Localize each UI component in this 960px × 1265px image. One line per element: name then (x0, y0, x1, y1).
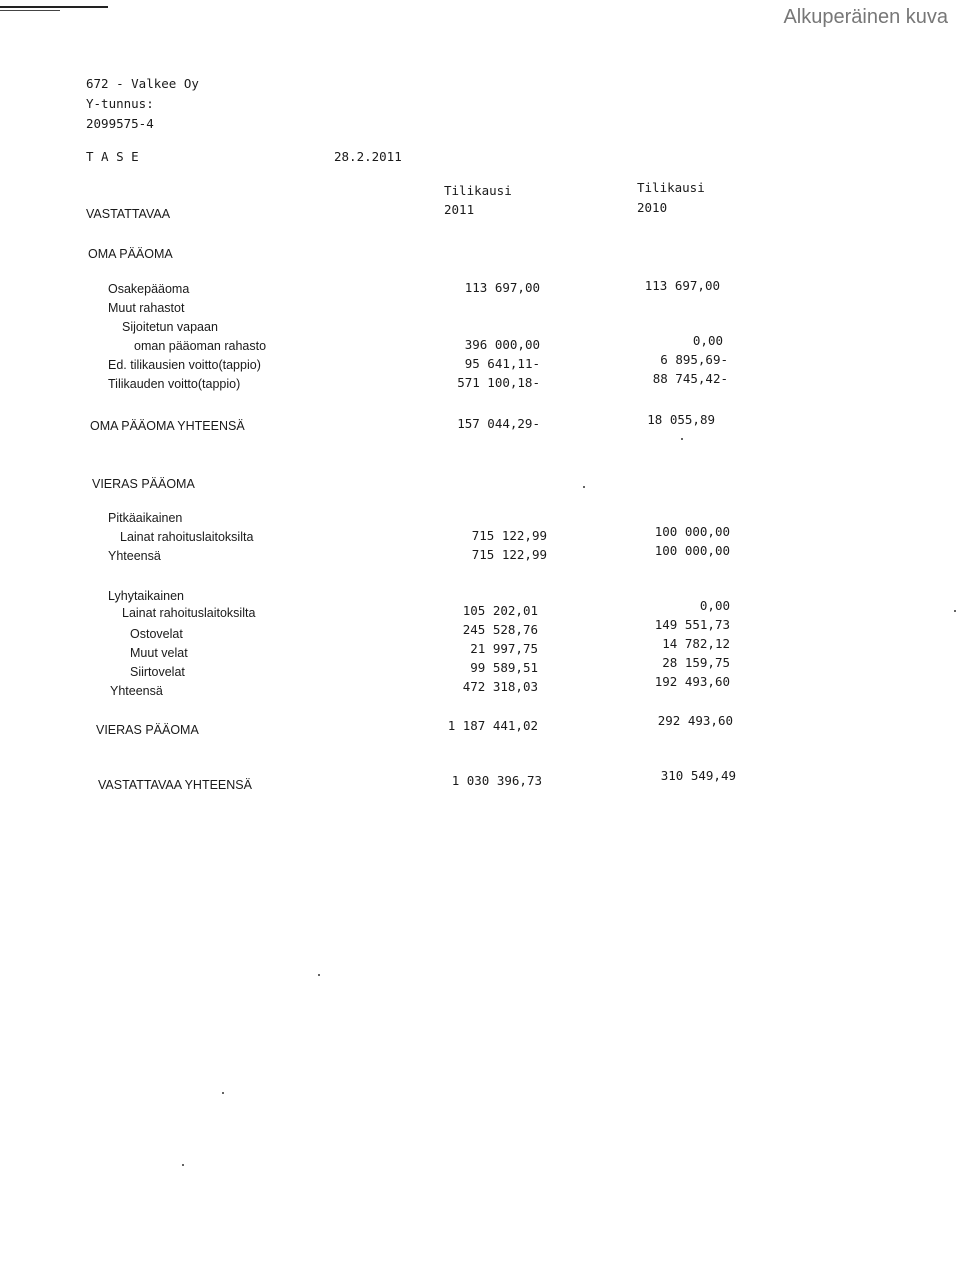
row-siirtovelat-label: Siirtovelat (130, 665, 185, 679)
row-tilikauden-2010: 88 745,42- (652, 371, 728, 386)
row-oma-paaoma-yhteensa-2011: 157 044,29- (457, 416, 540, 431)
row-vieras-paaoma-total-2010: 292 493,60 (657, 713, 733, 728)
row-muut-velat-label: Muut velat (130, 646, 188, 660)
row-vastattavaa-yhteensa-2011: 1 030 396,73 (451, 773, 542, 788)
section-oma-paaoma: OMA PÄÄOMA (88, 247, 173, 261)
row-osakepaaoma-2011: 113 697,00 (464, 280, 540, 295)
scan-edge-line (0, 6, 108, 8)
original-image-stamp: Alkuperäinen kuva (783, 6, 948, 28)
row-osakepaaoma-label: Osakepääoma (108, 282, 190, 296)
scan-speck (583, 486, 585, 488)
row-lyhyt-lainat-2010: 0,00 (699, 598, 730, 613)
row-muut-velat-2011: 21 997,75 (470, 641, 538, 656)
scan-edge-line-thin (0, 10, 60, 11)
row-lyhyt-yhteensa-2010: 192 493,60 (654, 674, 730, 689)
section-vastattavaa: VASTATTAVAA (86, 207, 171, 221)
row-sijoitetun-label-1: Sijoitetun vapaan (122, 320, 218, 334)
row-muut-velat-2010: 14 782,12 (662, 636, 730, 651)
row-siirtovelat-2011: 99 589,51 (470, 660, 538, 675)
row-osakepaaoma-2010: 113 697,00 (644, 278, 720, 293)
row-oma-paaoma-yhteensa-2010: 18 055,89 (647, 412, 715, 427)
row-lyhyt-yhteensa-label: Yhteensä (110, 684, 163, 698)
scan-speck (318, 974, 320, 976)
document-title: T A S E (86, 149, 139, 164)
column-b-label: Tilikausi (637, 180, 705, 195)
row-lyhyt-yhteensa-2011: 472 318,03 (462, 679, 538, 694)
column-b-year: 2010 (637, 200, 668, 215)
row-pitka-yhteensa-label: Yhteensä (108, 549, 161, 563)
subsection-lyhytaikainen: Lyhytaikainen (108, 589, 184, 603)
section-vieras-paaoma: VIERAS PÄÄOMA (92, 477, 195, 491)
scan-speck (681, 438, 683, 440)
row-pitka-lainat-label: Lainat rahoituslaitoksilta (120, 530, 254, 544)
row-sijoitetun-label-2: oman pääoman rahasto (134, 339, 267, 353)
row-vieras-paaoma-total-label: VIERAS PÄÄOMA (96, 723, 199, 737)
row-ostovelat-2010: 149 551,73 (654, 617, 730, 632)
row-siirtovelat-2010: 28 159,75 (662, 655, 730, 670)
row-vieras-paaoma-total-2011: 1 187 441,02 (447, 718, 538, 733)
row-ed-tilikausien-2011: 95 641,11- (464, 356, 540, 371)
document-date: 28.2.2011 (334, 149, 402, 164)
column-a-label: Tilikausi (444, 183, 512, 198)
row-oma-paaoma-yhteensa-label: OMA PÄÄOMA YHTEENSÄ (90, 419, 245, 433)
row-ed-tilikausien-label: Ed. tilikausien voitto(tappio) (108, 358, 261, 372)
business-id-label: Y-tunnus: (86, 96, 154, 111)
row-pitka-lainat-2010: 100 000,00 (654, 524, 730, 539)
row-pitka-yhteensa-2010: 100 000,00 (654, 543, 730, 558)
row-vastattavaa-yhteensa-2010: 310 549,49 (660, 768, 736, 783)
row-ed-tilikausien-2010: 6 895,69- (660, 352, 728, 367)
row-sijoitetun-2011: 396 000,00 (464, 337, 540, 352)
row-ostovelat-label: Ostovelat (130, 627, 183, 641)
scan-speck (222, 1092, 224, 1094)
scan-speck (954, 610, 956, 612)
row-lyhyt-lainat-label: Lainat rahoituslaitoksilta (122, 606, 256, 620)
row-sijoitetun-2010: 0,00 (692, 333, 723, 348)
row-pitka-lainat-2011: 715 122,99 (471, 528, 547, 543)
company-name: 672 - Valkee Oy (86, 76, 199, 91)
row-vastattavaa-yhteensa-label: VASTATTAVAA YHTEENSÄ (98, 778, 252, 792)
row-pitka-yhteensa-2011: 715 122,99 (471, 547, 547, 562)
row-lyhyt-lainat-2011: 105 202,01 (462, 603, 538, 618)
column-a-year: 2011 (444, 202, 475, 217)
business-id-value: 2099575-4 (86, 116, 154, 131)
scan-speck (182, 1164, 184, 1166)
row-tilikauden-2011: 571 100,18- (457, 375, 540, 390)
subsection-pitkaaikainen: Pitkäaikainen (108, 511, 183, 525)
row-tilikauden-label: Tilikauden voitto(tappio) (108, 377, 241, 391)
row-muut-rahastot-label: Muut rahastot (108, 301, 185, 315)
row-ostovelat-2011: 245 528,76 (462, 622, 538, 637)
